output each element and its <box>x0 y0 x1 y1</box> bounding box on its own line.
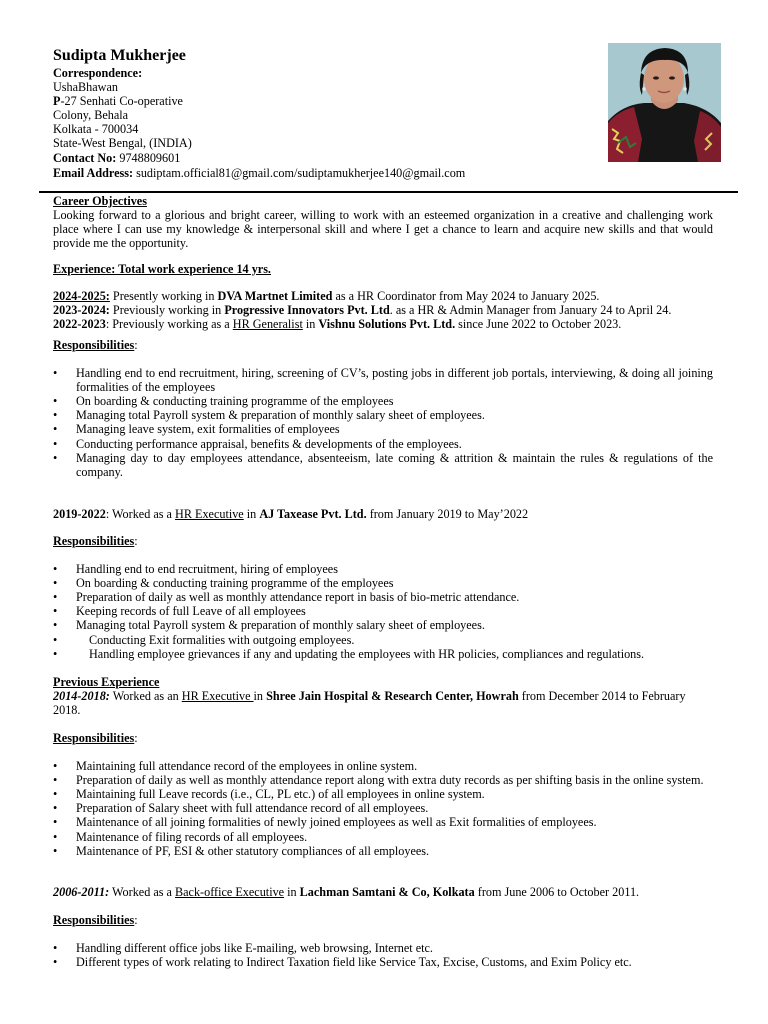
experience-heading: Experience: Total work experience 14 yrs. <box>53 262 271 276</box>
heading-colon: : <box>134 913 138 927</box>
bullet-icon: • <box>53 773 58 788</box>
list-item-text: Maintenance of filing records of all employees. <box>76 829 308 844</box>
list-item-text: Preparation of daily as well as monthly attendance report in basis of bio-metric attendance. <box>76 590 520 605</box>
experience-role: HR Generalist <box>232 317 303 332</box>
responsibilities-list <box>53 366 713 479</box>
list-item <box>53 451 713 479</box>
career-text: Looking forward to a glorious and bright career, willing to work with an esteemed organization in a creative and challenging work place where I can use my knowledge & interpersonal skill and where I get a chance to learn and acquire new skills and that would provide me the opportunity. <box>53 208 713 251</box>
job-company: AJ Taxease Pvt. Ltd. <box>259 507 367 521</box>
responsibilities-section-2 <box>53 534 713 661</box>
experience-line-2022 <box>53 317 713 331</box>
job-role: HR Executive <box>181 689 254 704</box>
heading-text: Responsibilities <box>53 534 135 548</box>
list-item <box>53 955 713 969</box>
job-role: Back-office Executive <box>175 885 285 899</box>
contact-number <box>53 151 493 165</box>
list-item <box>53 590 713 604</box>
bullet-icon: • <box>53 450 58 465</box>
list-item <box>53 618 713 632</box>
profile-photo-drawing <box>608 43 721 162</box>
bullet-icon: • <box>53 829 58 844</box>
experience-line-2023 <box>53 303 713 317</box>
correspondence-label: Correspondence: <box>53 66 143 80</box>
experience-text: Previously working in <box>109 303 225 318</box>
list-item-text: On boarding & conducting training programme of the employees <box>76 576 394 591</box>
job-text: from December 2014 to February 2018. <box>53 689 686 718</box>
responsibilities-section-4 <box>53 913 713 969</box>
list-item-text: Maintaining full Leave records (i.e., CL, PL etc.) of all employees in online system. <box>76 787 485 802</box>
list-item-text: Maintenance of PF, ESI & other statutory compliances of all employees. <box>76 843 430 858</box>
heading-colon: : <box>134 338 138 352</box>
bullet-icon: • <box>53 632 58 647</box>
profile-photo <box>608 43 721 162</box>
bullet-icon: • <box>53 787 58 802</box>
bullet-icon: • <box>53 801 58 816</box>
list-item-text: On boarding & conducting training programme of the employees <box>76 394 394 409</box>
list-item-text: Different types of work relating to Indirect Taxation field like Service Tax, Excise, Customs, and Exim Policy etc. <box>76 955 632 970</box>
responsibilities-list <box>53 562 713 632</box>
experience-text: as a HR Coordinator from May 2024 to January 2025. <box>332 289 600 304</box>
bullet-icon: • <box>53 604 58 619</box>
list-item <box>53 815 713 829</box>
career-objectives-section <box>53 194 713 250</box>
experience-line-2024 <box>53 289 713 303</box>
job-text: in <box>243 507 260 521</box>
list-item <box>53 394 713 408</box>
address-line: State-West Bengal, (INDIA) <box>53 136 192 151</box>
list-item-text: Managing day to day employees attendance, absenteeism, late coming & attrition & maintain the rules & regulations of the company. <box>76 450 713 479</box>
previous-experience-section <box>53 675 713 717</box>
experience-text: in <box>302 317 319 332</box>
candidate-name: Sudipta Mukherjee <box>53 47 186 64</box>
bullet-icon: • <box>53 941 58 956</box>
experience-company: DVA Martnet Limited <box>217 289 333 304</box>
bullet-icon: • <box>53 590 58 605</box>
heading-colon: : <box>134 731 138 745</box>
list-item-text: Conducting performance appraisal, benefits & developments of the employees. <box>76 436 462 451</box>
heading-text: Responsibilities <box>53 338 135 352</box>
list-item <box>53 787 713 801</box>
address-prefix: P <box>53 94 61 109</box>
list-item-text: Maintaining full attendance record of the employees in online system. <box>76 759 418 774</box>
responsibilities-section-1 <box>53 338 713 479</box>
list-item <box>53 941 713 955</box>
job-role: HR Executive <box>175 507 244 521</box>
list-item <box>53 437 713 451</box>
list-item <box>53 576 713 590</box>
list-item <box>53 830 713 844</box>
bullet-icon: • <box>53 408 58 423</box>
experience-years: 2023-2024: <box>53 303 110 318</box>
bullet-icon: • <box>53 759 58 774</box>
experience-text: Presently working in <box>109 289 218 304</box>
contact-block <box>53 66 493 165</box>
job-text: Worked as a <box>109 885 176 899</box>
email-value: sudiptam.official81@gmail.com/sudiptamukherjee140@gmail.com <box>133 166 466 180</box>
list-item <box>53 647 713 661</box>
list-item <box>53 844 713 858</box>
address-line <box>53 94 493 108</box>
job-text: from June 2006 to October 2011. <box>474 885 640 899</box>
responsibilities-heading <box>53 731 713 745</box>
responsibilities-heading <box>53 913 713 927</box>
experience-years: 2024-2025: <box>53 289 110 304</box>
contact-value: 9748809601 <box>116 150 181 165</box>
responsibilities-section-3 <box>53 731 713 858</box>
job-company: Shree Jain Hospital & Research Center, Howrah <box>266 689 519 704</box>
experience-text: since June 2022 to October 2023. <box>455 317 622 332</box>
job-2006-line <box>53 885 713 899</box>
list-item <box>53 759 713 773</box>
job-text: in <box>284 885 300 899</box>
bullet-icon: • <box>53 562 58 577</box>
responsibilities-heading <box>53 338 713 352</box>
job-text: : Worked as a <box>105 507 176 521</box>
bullet-icon: • <box>53 955 58 970</box>
job-text: Worked as an <box>109 689 182 704</box>
bullet-icon: • <box>53 422 58 437</box>
list-item-text: Managing leave system, exit formalities of employees <box>76 422 340 437</box>
experience-text: . as a HR & Admin Manager from January 24 to April 24. <box>389 303 672 318</box>
list-item-text: Handling employee grievances if any and updating the employees with HR policies, compliances and regulations. <box>89 646 645 661</box>
list-item <box>53 408 713 422</box>
address-rest: -27 Senhati Co-operative <box>60 94 183 109</box>
bullet-icon: • <box>53 646 58 661</box>
list-item <box>53 366 713 394</box>
email-label: Email Address: <box>53 166 134 180</box>
list-item <box>53 801 713 815</box>
bullet-icon: • <box>53 576 58 591</box>
heading-text: Responsibilities <box>53 731 135 745</box>
experience-section <box>53 262 713 331</box>
list-item <box>53 422 713 436</box>
bullet-icon: • <box>53 366 58 381</box>
address-line: Kolkata - 700034 <box>53 122 139 137</box>
job-years: 2006-2011: <box>53 885 110 899</box>
job-years: 2014-2018: <box>53 689 110 704</box>
responsibilities-list <box>53 941 713 969</box>
list-item-text: Preparation of Salary sheet with full attendance record of all employees. <box>76 801 429 816</box>
responsibilities-list <box>53 759 713 858</box>
job-years: 2019-2022 <box>53 507 106 521</box>
previous-heading: Previous Experience <box>53 675 160 689</box>
job-text: in <box>253 689 267 704</box>
list-item <box>53 604 713 618</box>
address-line: UshaBhawan <box>53 80 118 95</box>
list-item <box>53 633 713 647</box>
list-item-text: Preparation of daily as well as monthly attendance report along with extra duty records as per shifting basis in the online system. <box>76 773 704 788</box>
bullet-icon: • <box>53 618 58 633</box>
list-item <box>53 773 713 787</box>
list-item-text: Keeping records of full Leave of all employees <box>76 604 306 619</box>
list-item-text: Maintenance of all joining formalities of newly joined employees as well as Exit formalities of employees. <box>76 815 597 830</box>
experience-company: Vishnu Solutions Pvt. Ltd. <box>318 317 456 332</box>
email-line <box>53 166 465 180</box>
list-item-text: Handling different office jobs like E-mailing, web browsing, Internet etc. <box>76 941 433 956</box>
list-item-text: Conducting Exit formalities with outgoing employees. <box>89 632 355 647</box>
experience-years: 2022-2023 <box>53 317 106 332</box>
experience-text: : Previously working as a <box>105 317 233 332</box>
contact-label: Contact No: <box>53 150 117 165</box>
experience-company: Progressive Innovators Pvt. Ltd <box>224 303 390 318</box>
bullet-icon: • <box>53 815 58 830</box>
bullet-icon: • <box>53 436 58 451</box>
previous-job-line <box>53 689 713 717</box>
heading-text: Responsibilities <box>53 913 135 927</box>
responsibilities-list-indented <box>53 633 713 661</box>
job-2019-line <box>53 507 713 521</box>
header-divider <box>39 191 738 193</box>
job-company: Lachman Samtani & Co, Kolkata <box>299 885 475 899</box>
list-item <box>53 562 713 576</box>
list-item-text: Handling end to end recruitment, hiring of employees <box>76 562 338 577</box>
address-line: Colony, Behala <box>53 108 129 123</box>
heading-colon: : <box>134 534 138 548</box>
bullet-icon: • <box>53 843 58 858</box>
list-item-text: Managing total Payroll system & preparation of monthly salary sheet of employees. <box>76 618 485 633</box>
responsibilities-heading <box>53 534 713 548</box>
bullet-icon: • <box>53 394 58 409</box>
job-text: from January 2019 to May’2022 <box>366 507 529 521</box>
list-item-text: Managing total Payroll system & preparation of monthly salary sheet of employees. <box>76 408 485 423</box>
career-heading: Career Objectives <box>53 194 147 208</box>
list-item-text: Handling end to end recruitment, hiring, screening of CV’s, posting jobs in different job portals, interviewing, & doing all joining formalities of the employees <box>76 366 713 395</box>
